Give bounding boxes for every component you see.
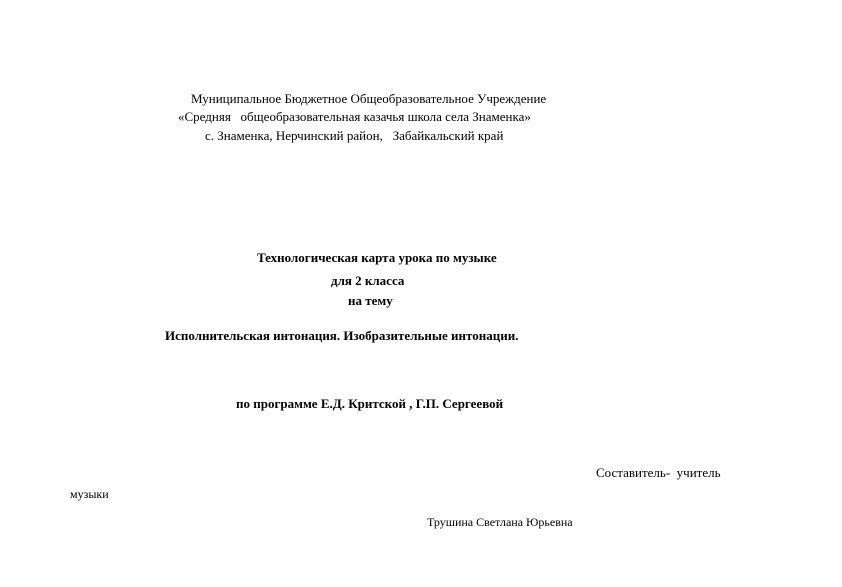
organization-address: с. Знаменка, Нерчинский район, Забайкальский край [205, 128, 504, 143]
document-grade: для 2 класса [331, 273, 405, 288]
author-name: Трушина Светлана Юрьевна [427, 515, 573, 529]
lesson-topic: Исполнительская интонация. Изобразительные интонации. [165, 328, 519, 343]
document-title: Технологическая карта урока по музыке [257, 250, 497, 265]
organization-name-line-2: «Средняя общеобразовательная казачья школа села Знаменка» [178, 109, 531, 124]
document-topic-label: на тему [348, 293, 393, 308]
author-role-continued: музыки [70, 487, 109, 501]
author-role: Составитель- учитель [596, 465, 721, 480]
organization-name-line-1: Муниципальное Бюджетное Общеобразовательное Учреждение [191, 91, 547, 106]
program-reference: по программе Е.Д. Критской , Г.П. Сергеевой [236, 396, 504, 411]
